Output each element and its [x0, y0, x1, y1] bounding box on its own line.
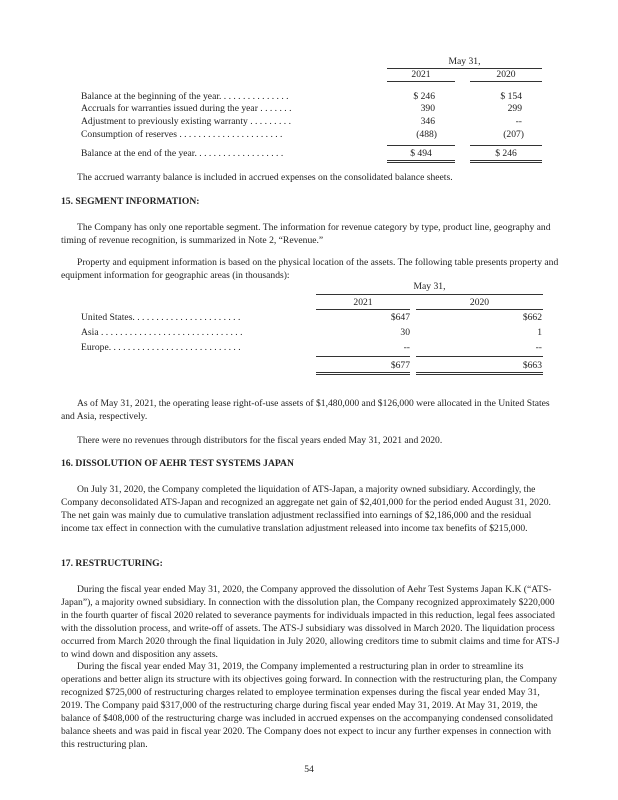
cell: 299 [507, 103, 522, 114]
paragraph: On July 31, 2020, the Company completed the liquidation of ATS-Japan, a majority owned subsidiary. Accordingly, the Company deconsolidated ATS-Japan and recognized an aggregate net gain of $2,401,000 for the period ended August 31, 2020. The net gain was mainly due to cumulative translation adjustment reclassified into earnings of $2,186,000 and the residual income tax effect in connection with the cumulative translation adjustment released into income tax benefits of $215,000. [61, 484, 551, 534]
cell: (488) [416, 129, 437, 140]
cell: 390 [420, 103, 435, 114]
cell: -- [535, 342, 542, 353]
cell: 1 [537, 327, 542, 338]
total-label: Balance at the end of the year. . . . . . . . . . . . . . . . . . . [81, 148, 284, 159]
total-cell: $677 [390, 360, 410, 371]
paragraph: Property and equipment information is based on the physical location of the assets. The following table presents property and equipment information for geographic areas (in thousands): [61, 257, 559, 281]
divider [316, 309, 410, 310]
divider [416, 309, 543, 310]
cell: $ 246 [413, 91, 435, 102]
cell: -- [403, 342, 410, 353]
row-label: Europe. . . . . . . . . . . . . . . . . . . . . . . . . . . . [81, 342, 241, 353]
divider [316, 356, 410, 357]
double-underline [470, 160, 542, 163]
divider [470, 145, 542, 146]
double-underline [416, 372, 543, 375]
paragraph: During the fiscal year ended May 31, 2019, the Company implemented a restructuring plan in order to streamline its operations and better align its structure with its objectives going forward. In connection with the restructuring plan, the Company recognized $725,000 of restructuring charges related to employee termination expenses during the fiscal year ended May 31, 2019. The Company paid $317,000 of the restructuring charge during fiscal year ended May 31, 2019. At May 31, 2019, the balance of $408,000 of the restructuring charge was included in accrued expenses on the accompanying condensed consolidated balance sheets and was paid in fiscal year 2020. The Company does not expect to incur any further expenses in connection with this restructuring plan. [61, 661, 558, 750]
row-label: United States. . . . . . . . . . . . . . . . . . . . . . . [81, 312, 241, 323]
period-header: May 31, [448, 56, 481, 67]
page-number: 54 [304, 764, 314, 775]
row-label: Consumption of reserves . . . . . . . . . . . . . . . . . . . . . . [81, 129, 283, 140]
cell: $ 154 [500, 91, 522, 102]
cell: (207) [503, 129, 524, 140]
year-header: 2021 [353, 297, 373, 308]
paragraph: As of May 31, 2021, the operating lease right-of-use assets of $1,480,000 and $126,000 were allocated in the United States and Asia, respectively. [61, 398, 550, 422]
divider [416, 356, 543, 357]
double-underline [387, 160, 455, 163]
total-cell: $ 246 [495, 148, 517, 159]
cell: -- [515, 116, 522, 127]
cell: $662 [522, 312, 542, 323]
year-header: 2021 [411, 69, 431, 80]
row-label: Accruals for warranties issued during the year . . . . . . . [81, 103, 292, 114]
cell: 30 [400, 327, 410, 338]
cell: 346 [420, 116, 435, 127]
paragraph: There were no revenues through distributors for the fiscal years ended May 31, 2021 and 2020. [77, 435, 443, 446]
double-underline [316, 372, 410, 375]
year-header: 2020 [469, 297, 490, 308]
divider [387, 145, 455, 146]
row-label: Balance at the beginning of the year. . . . . . . . . . . . . . . [81, 91, 289, 102]
divider [316, 294, 543, 295]
section-heading: 15. SEGMENT INFORMATION: [61, 196, 200, 207]
total-cell: $663 [522, 360, 542, 371]
divider [387, 81, 455, 82]
row-label: Adjustment to previously existing warranty . . . . . . . . . [81, 116, 291, 127]
total-cell: $ 494 [410, 148, 432, 159]
paragraph: The Company has only one reportable segment. The information for revenue category by type, product line, geography and timing of revenue recognition, is summarized in Note 2, “Revenue.” [61, 222, 551, 246]
period-header: May 31, [413, 281, 446, 292]
paragraph: The accrued warranty balance is included in accrued expenses on the consolidated balance sheets. [77, 172, 453, 183]
section-heading: 17. RESTRUCTURING: [61, 558, 163, 569]
row-label: Asia . . . . . . . . . . . . . . . . . . . . . . . . . . . . . . [81, 327, 243, 338]
section-heading: 16. DISSOLUTION OF AEHR TEST SYSTEMS JAPAN [61, 458, 294, 469]
paragraph: During the fiscal year ended May 31, 2020, the Company approved the dissolution of Aehr Test Systems Japan K.K (“ATS-Japan”), a majority owned subsidiary. In connection with the dissolution plan, the Company recognized approximately $220,000 in the fourth quarter of fiscal 2020 related to severance payments for individuals impacted in this reduction, legal fees associated with the dissolution process, and write-off of assets. The ATS-J subsidiary was dissolved in March 2020. The liquidation process occurred from March 2020 through the final liquidation in July 2020, allowing creditors time to submit claims and time for ATS-J to wind down and disposition any assets. [61, 584, 560, 660]
divider [470, 81, 542, 82]
year-header: 2020 [496, 69, 516, 80]
cell: $647 [390, 312, 410, 323]
